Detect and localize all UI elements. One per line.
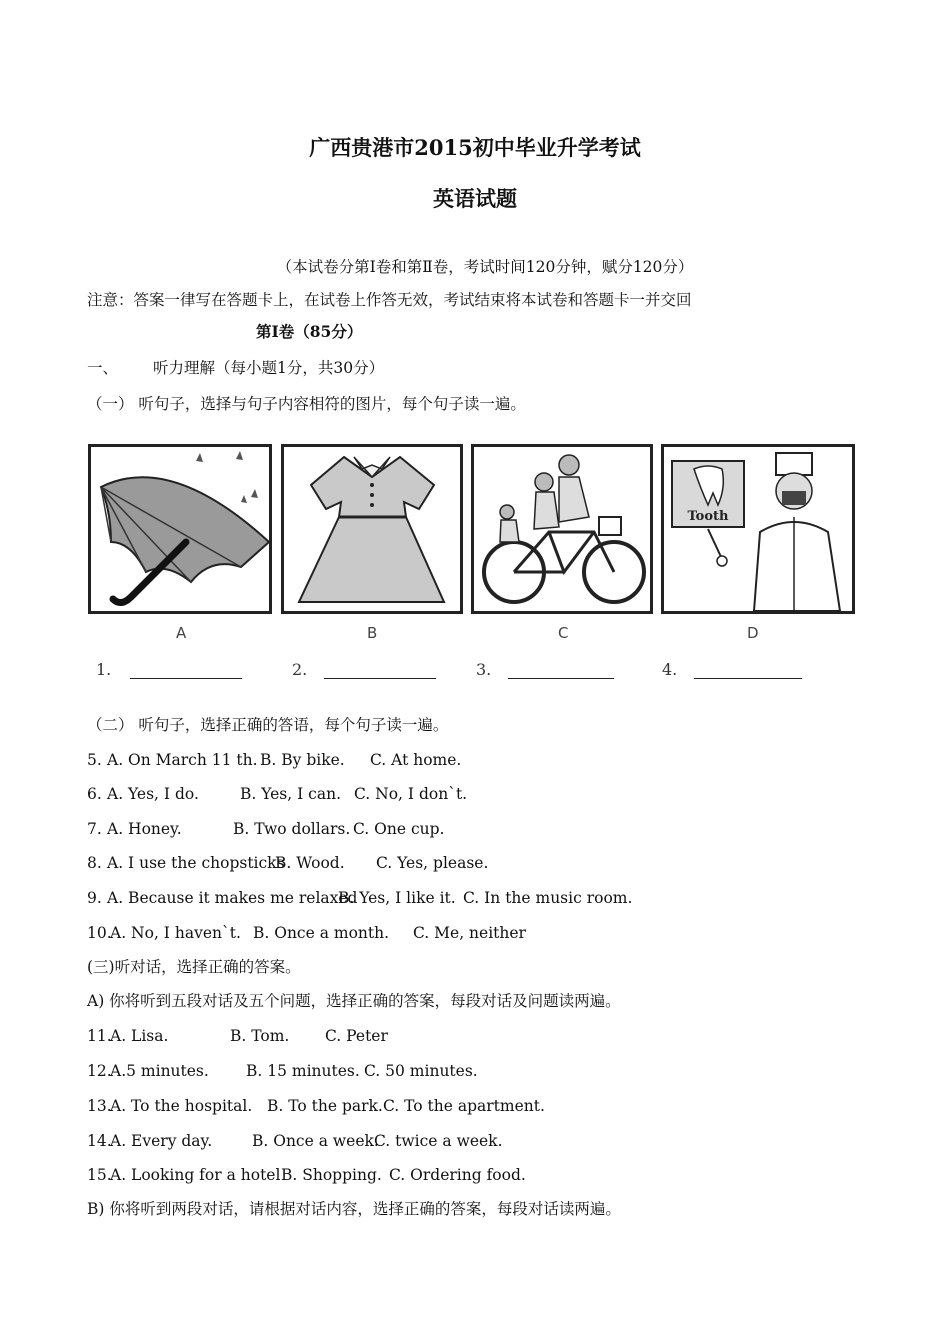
question-number: 5. <box>87 751 102 769</box>
option-c: C. Ordering food. <box>389 1166 526 1184</box>
picture-label-b: B <box>367 624 378 642</box>
option-a: A. Honey. <box>107 820 182 838</box>
picture-c <box>471 444 653 614</box>
option-b: B. Tom. <box>230 1027 290 1045</box>
question-number: 14. <box>87 1132 112 1150</box>
question-number: 8. <box>87 854 102 872</box>
option-a: A. Lisa. <box>110 1027 169 1045</box>
option-c: C. One cup. <box>353 820 445 838</box>
part3-instruction: (三)听对话，选择正确的答案。 <box>87 958 301 976</box>
picture-row <box>86 434 858 646</box>
blank-line[interactable] <box>694 678 802 679</box>
option-a: A. To the hospital. <box>110 1097 253 1115</box>
picture-label-a: A <box>176 624 187 642</box>
exam-title: 广西贵港市2015初中毕业升学考试 <box>309 135 641 160</box>
option-c: C. Peter <box>325 1027 388 1045</box>
blank-line[interactable] <box>324 678 436 679</box>
question-number: 9. <box>87 889 102 907</box>
question-number: 12. <box>87 1062 112 1080</box>
part3b-instruction: B) 你将听到两段对话，请根据对话内容，选择正确的答案，每段对话读两遍。 <box>87 1200 621 1218</box>
option-a: A. On March 11 th. <box>107 751 258 769</box>
tooth-sign-text: Tooth <box>687 509 729 524</box>
exam-notice: 注意：答案一律写在答题卡上，在试卷上作答无效，考试结束将本试卷和答题卡一并交回 <box>87 291 692 309</box>
blank-label: 2. <box>292 660 308 679</box>
exam-info: （本试卷分第Ⅰ卷和第Ⅱ卷，考试时间120分钟，赋分120分） <box>276 258 694 276</box>
part2-instruction: （二） 听句子，选择正确的答语，每个句子读一遍。 <box>87 716 449 734</box>
option-b: B. 15 minutes. <box>246 1062 360 1080</box>
option-a: A. Yes, I do. <box>107 785 199 803</box>
option-c: C. No, I don`t. <box>354 785 468 803</box>
option-b: B. Once a month. <box>253 924 390 942</box>
option-b: B. Yes, I like it. <box>338 889 456 907</box>
bicycle-icon <box>474 447 650 611</box>
question-number: 10. <box>87 924 112 942</box>
picture-a <box>88 444 272 614</box>
option-a: A. No, I haven`t. <box>110 924 241 942</box>
part1-instruction: （一） 听句子，选择与句子内容相符的图片，每个句子读一遍。 <box>87 395 526 413</box>
dress-icon <box>284 447 460 611</box>
option-c: C. To the apartment. <box>383 1097 545 1115</box>
option-a: A.5 minutes. <box>110 1062 209 1080</box>
picture-label-d: D <box>747 624 759 642</box>
question-number: 6. <box>87 785 102 803</box>
umbrella-icon <box>91 447 269 611</box>
dentist-icon <box>664 447 852 611</box>
exam-subtitle: 英语试题 <box>433 186 517 211</box>
option-a: A. Looking for a hotel <box>110 1166 281 1184</box>
option-a: A. Because it makes me relaxed <box>107 889 358 907</box>
option-c: C. Me, neither <box>413 924 526 942</box>
question-number: 11. <box>87 1027 112 1045</box>
option-b: B. Shopping. <box>281 1166 382 1184</box>
option-c: C. At home. <box>370 751 462 769</box>
option-b: B. Wood. <box>275 854 345 872</box>
section-number: 一、 <box>87 359 119 377</box>
option-b: B. To the park. <box>267 1097 383 1115</box>
option-c: C. twice a week. <box>374 1132 503 1150</box>
option-b: B. Yes, I can. <box>240 785 341 803</box>
blank-label: 4. <box>662 660 678 679</box>
picture-d <box>661 444 855 614</box>
question-number: 7. <box>87 820 102 838</box>
option-b: B. Once a week. <box>252 1132 379 1150</box>
picture-b <box>281 444 463 614</box>
option-c: C. Yes, please. <box>376 854 489 872</box>
picture-label-c: C <box>558 624 569 642</box>
option-a: A. Every day. <box>110 1132 213 1150</box>
answer-blanks <box>96 660 856 688</box>
option-a: A. I use the chopsticks <box>107 854 285 872</box>
volume-title: 第Ⅰ卷（85分） <box>256 322 363 341</box>
blank-label: 3. <box>476 660 492 679</box>
option-b: B. By bike. <box>260 751 345 769</box>
section-title: 听力理解（每小题1分，共30分） <box>153 359 385 377</box>
blank-line[interactable] <box>130 678 242 679</box>
part3a-instruction: A) 你将听到五段对话及五个问题，选择正确的答案，每段对话及问题读两遍。 <box>87 992 621 1010</box>
blank-line[interactable] <box>508 678 614 679</box>
option-c: C. In the music room. <box>463 889 633 907</box>
option-b: B. Two dollars. <box>233 820 351 838</box>
question-number: 13. <box>87 1097 112 1115</box>
option-c: C. 50 minutes. <box>364 1062 478 1080</box>
question-number: 15. <box>87 1166 112 1184</box>
blank-label: 1. <box>96 660 112 679</box>
